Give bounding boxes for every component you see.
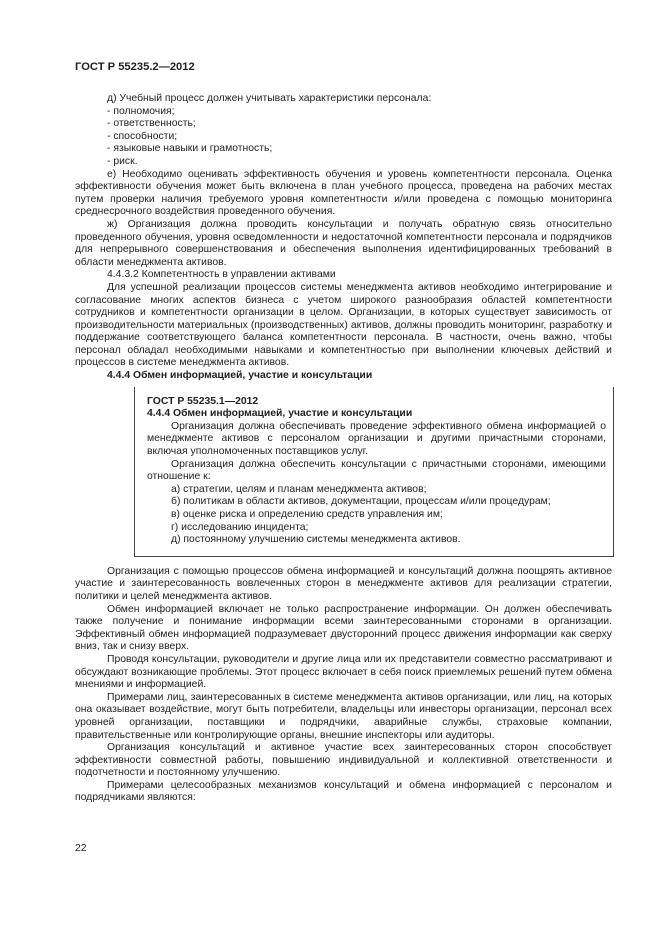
paragraph: - полномочия;	[107, 105, 175, 117]
paragraph: Проводя консультации, руководители и другие лица или их представители совместно рассматривают и обсуждают возникающие проблемы. Этот процесс включает в себя поиск приемлемых решений путем обмена мнениями и информацией.	[75, 653, 612, 691]
paragraph: - языковые навыки и грамотность;	[107, 143, 273, 155]
main-content	[75, 93, 612, 805]
paragraph: - способности;	[107, 130, 178, 142]
paragraph: Примерами целесообразных механизмов консультаций и обмена информацией с персоналом и подрядчиками являются:	[75, 779, 612, 804]
page-number: 22	[75, 843, 87, 854]
quoted-standard-box	[134, 387, 614, 557]
paragraph: ж) Организация должна проводить консультации и получать обратную связь относительно проведенного обучения, уровня осведомленности и недостаточной компетентности персонала и подрядчиков для непрерывного совершенствования и обеспечения выполнения идентифицированных требований в области менеджмента активов.	[75, 218, 612, 268]
quote-paragraph: а) стратегии, целям и планам менеджмента активов;	[171, 483, 427, 495]
quote-paragraph: б) политикам в области активов, документации, процессам и/или процедурам;	[171, 496, 551, 508]
paragraph: Для успешной реализации процессов системы менеджмента активов необходимо интегрирование и согласование многих аспектов бизнеса с учетом широкого разнообразия областей компетентности сотрудников и компетентности организации в целом. Организации, в которых существует зависимость от производительности материальных (производственных) активов, должны проводить мониторинг, разработку и поддержание соответствующего баланса компетентности персонала. В частности, очень важно, чтобы персонал обладал необходимыми навыками и компетентностью при выполнении ключевых действий и процессов в системе менеджмента активов.	[75, 281, 612, 369]
quote-paragraph: ГОСТ Р 55235.1—2012	[147, 395, 259, 407]
body-before-quote	[75, 93, 612, 383]
quote-paragraph: Организация должна обеспечить консультации с причастными сторонами, имеющими отношение к:	[147, 458, 606, 483]
paragraph: е) Необходимо оценивать эффективность обучения и уровень компетентности персонала. Оценка эффективности обучения может быть включена в план учебного процесса, проведена на рабочих местах путем проверки наличия требуемого уровня компетентности и/или проведена с помощью мониторинга среднесрочного воздействия проведенного обучения.	[75, 168, 612, 218]
document-code-header: ГОСТ Р 55235.2—2012	[75, 61, 195, 73]
paragraph: 4.4.4 Обмен информацией, участие и консультации	[107, 370, 373, 382]
body-after-quote	[75, 566, 612, 805]
paragraph: 4.4.3.2 Компетентность в управлении активами	[107, 269, 336, 281]
paragraph: Организация консультаций и активное участие всех заинтересованных сторон способствует эффективности совместной работы, повышению индивидуальной и коллективной ответственности и подотчетности и постоянному улучшению.	[75, 742, 612, 779]
paragraph: Организация с помощью процессов обмена информацией и консультаций должна поощрять активное участие и заинтересованность вовлеченных сторон в менеджменте активов для реализации стратегии, политики и целей менеджмента активов.	[75, 565, 612, 602]
paragraph: - ответственность;	[107, 118, 196, 130]
paragraph: - риск.	[107, 155, 138, 167]
paragraph: д) Учебный процесс должен учитывать характеристики персонала:	[107, 93, 432, 104]
quote-paragraph: д) постоянному улучшению системы менеджмента активов.	[171, 534, 461, 546]
quote-paragraph: в) оценке риска и определению средств управления им;	[171, 509, 443, 520]
paragraph: Примерами лиц, заинтересованных в системе менеджмента активов организации, или лиц, на которых она оказывает воздействие, могут быть потребители, владельцы или инвесторы организации, персонал всех уровней организации, поставщики и подрядчики, аварийные службы, страховые компании, правительственные или контролирующие органы, внешние инспекторы или аудиторы.	[75, 691, 612, 741]
quote-paragraph: Организация должна обеспечивать проведение эффективного обмена информацией о менеджменте активов с персоналом организации и другими причастными сторонами, включая уполномоченных поставщиков услуг.	[147, 420, 606, 458]
quote-paragraph: 4.4.4 Обмен информацией, участие и консультации	[147, 408, 413, 420]
paragraph: Обмен информацией включает не только распространение информации. Он должен обеспечивать также получение и понимание информации всеми заинтересованными сторонами в организации. Эффективный обмен информацией подразумевает двусторонний процесс движения информации как сверху вниз, так и снизу вверх.	[75, 603, 612, 653]
quote-paragraph: г) исследованию инцидента;	[171, 521, 309, 533]
